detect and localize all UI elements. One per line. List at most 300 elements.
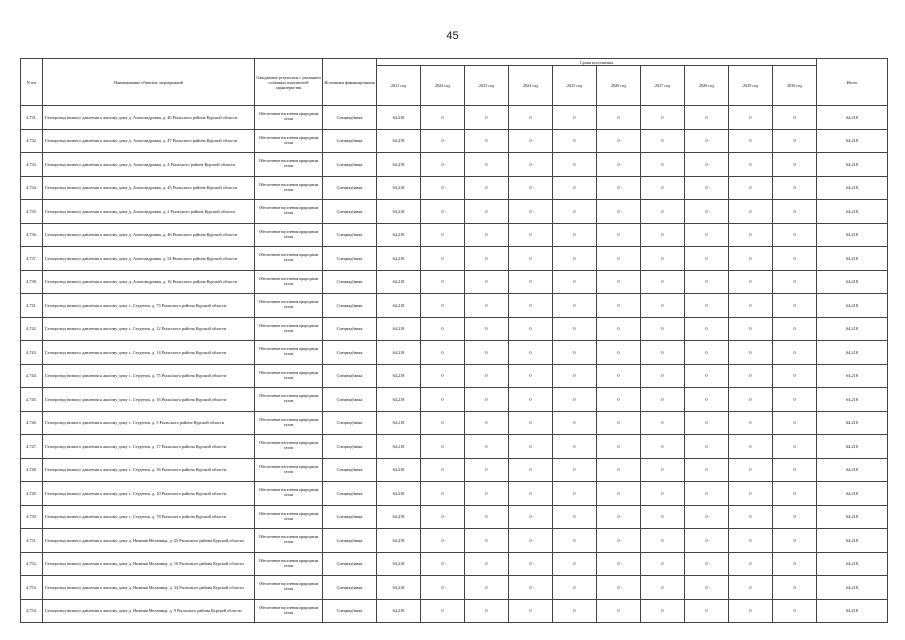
value-total: 64,218: [817, 388, 888, 412]
value-2029: 0: [729, 458, 773, 482]
value-2024: 0: [509, 270, 553, 294]
value-2027: 0: [641, 552, 685, 576]
value-2023: 0: [465, 106, 509, 130]
row-number: 4.751.: [21, 529, 43, 553]
value-2029: 0: [729, 411, 773, 435]
value-total: 64,218: [817, 505, 888, 529]
value-2026: 0: [597, 106, 641, 130]
object-name: Газопровод низкого давления к жилому дому д. Нижняя Мельница, д. 10 Рыльского района Курской области: [43, 552, 255, 576]
value-2028: 0: [685, 505, 729, 529]
value-2022: 0: [421, 200, 465, 224]
value-2030: 0: [773, 223, 817, 247]
expected-result: Обеспечение населения природным газом: [255, 529, 323, 553]
row-number: 4.741.: [21, 294, 43, 318]
value-2027: 0: [641, 435, 685, 459]
row-number: 4.745.: [21, 388, 43, 412]
value-2028: 0: [685, 129, 729, 153]
value-2028: 0: [685, 364, 729, 388]
value-2021: 64,218: [377, 599, 421, 623]
value-2023: 0: [465, 317, 509, 341]
value-2027: 0: [641, 129, 685, 153]
header-year: 2027 год: [641, 66, 685, 106]
value-2027: 0: [641, 411, 685, 435]
value-2028: 0: [685, 317, 729, 341]
value-2022: 0: [421, 223, 465, 247]
expected-result: Обеспечение населения природным газом: [255, 435, 323, 459]
funding-source: Спецнадбавка: [323, 388, 377, 412]
value-2026: 0: [597, 529, 641, 553]
value-2030: 0: [773, 599, 817, 623]
value-2029: 0: [729, 270, 773, 294]
table-row: [21, 106, 888, 130]
value-total: 64,218: [817, 153, 888, 177]
table-row: [21, 129, 888, 153]
table-row: [21, 411, 888, 435]
value-2025: 0: [553, 341, 597, 365]
value-2026: 0: [597, 482, 641, 506]
table-row: [21, 576, 888, 600]
value-2021: 64,218: [377, 411, 421, 435]
funding-source: Спецнадбавка: [323, 576, 377, 600]
value-2026: 0: [597, 458, 641, 482]
value-2028: 0: [685, 552, 729, 576]
funding-source: Спецнадбавка: [323, 223, 377, 247]
row-number: 4.748.: [21, 458, 43, 482]
value-2028: 0: [685, 153, 729, 177]
expected-result: Обеспечение населения природным газом: [255, 176, 323, 200]
value-2021: 64,218: [377, 388, 421, 412]
value-2025: 0: [553, 576, 597, 600]
value-total: 64,218: [817, 576, 888, 600]
table-row: [21, 200, 888, 224]
object-name: Газопровод низкого давления к жилому дому с. Студенок, д. 78 Рыльского района Курской области: [43, 505, 255, 529]
value-2021: 64,218: [377, 223, 421, 247]
program-table: [20, 58, 888, 623]
value-2022: 0: [421, 294, 465, 318]
object-name: Газопровод низкого давления к жилому дому с. Студенок, д. 10 Рыльского района Курской области: [43, 482, 255, 506]
expected-result: Обеспечение населения природным газом: [255, 106, 323, 130]
value-2027: 0: [641, 106, 685, 130]
value-2028: 0: [685, 388, 729, 412]
value-2025: 0: [553, 223, 597, 247]
object-name: Газопровод низкого давления к жилому дому с. Студенок, д. 56 Рыльского района Курской области: [43, 458, 255, 482]
value-2026: 0: [597, 176, 641, 200]
value-2021: 64,218: [377, 458, 421, 482]
row-number: 4.752.: [21, 552, 43, 576]
table-row: [21, 482, 888, 506]
value-2021: 64,218: [377, 552, 421, 576]
value-total: 64,218: [817, 317, 888, 341]
value-2025: 0: [553, 411, 597, 435]
value-2029: 0: [729, 294, 773, 318]
value-2023: 0: [465, 341, 509, 365]
value-2028: 0: [685, 482, 729, 506]
value-2029: 0: [729, 153, 773, 177]
expected-result: Обеспечение населения природным газом: [255, 364, 323, 388]
header-source: Источники финансирования: [323, 59, 377, 106]
value-2022: 0: [421, 106, 465, 130]
value-2027: 0: [641, 153, 685, 177]
funding-source: Спецнадбавка: [323, 529, 377, 553]
object-name: Газопровод низкого давления к жилому дому с. Студенок, д. 73 Рыльского района Курской области: [43, 294, 255, 318]
header-total: Итого: [817, 59, 888, 106]
value-2021: 64,218: [377, 270, 421, 294]
value-2027: 0: [641, 317, 685, 341]
value-2029: 0: [729, 576, 773, 600]
funding-source: Спецнадбавка: [323, 153, 377, 177]
funding-source: Спецнадбавка: [323, 364, 377, 388]
value-2023: 0: [465, 435, 509, 459]
value-2028: 0: [685, 106, 729, 130]
expected-result: Обеспечение населения природным газом: [255, 552, 323, 576]
value-2030: 0: [773, 294, 817, 318]
value-total: 64,218: [817, 129, 888, 153]
value-2021: 64,218: [377, 200, 421, 224]
funding-source: Спецнадбавка: [323, 317, 377, 341]
value-2025: 0: [553, 294, 597, 318]
value-2029: 0: [729, 364, 773, 388]
value-total: 64,218: [817, 106, 888, 130]
value-2024: 0: [509, 106, 553, 130]
value-2021: 64,218: [377, 505, 421, 529]
expected-result: Обеспечение населения природным газом: [255, 576, 323, 600]
table-row: [21, 505, 888, 529]
value-2023: 0: [465, 576, 509, 600]
funding-source: Спецнадбавка: [323, 270, 377, 294]
value-2023: 0: [465, 129, 509, 153]
funding-source: Спецнадбавка: [323, 482, 377, 506]
header-year: 2026 год: [597, 66, 641, 106]
value-2028: 0: [685, 411, 729, 435]
value-2026: 0: [597, 270, 641, 294]
value-2030: 0: [773, 411, 817, 435]
value-2029: 0: [729, 317, 773, 341]
value-2023: 0: [465, 505, 509, 529]
expected-result: Обеспечение населения природным газом: [255, 388, 323, 412]
value-2021: 64,218: [377, 435, 421, 459]
row-number: 4.743.: [21, 341, 43, 365]
value-2030: 0: [773, 364, 817, 388]
value-2027: 0: [641, 505, 685, 529]
value-total: 64,218: [817, 200, 888, 224]
value-2023: 0: [465, 270, 509, 294]
value-2030: 0: [773, 341, 817, 365]
value-total: 64,218: [817, 411, 888, 435]
value-2030: 0: [773, 529, 817, 553]
table-row: [21, 388, 888, 412]
value-2028: 0: [685, 341, 729, 365]
value-total: 64,218: [817, 270, 888, 294]
value-2027: 0: [641, 200, 685, 224]
object-name: Газопровод низкого давления к жилому дому д. Александровка, д. 54 Рыльского района Курской области: [43, 247, 255, 271]
object-name: Газопровод низкого давления к жилому дому д. Александровка, д. 46 Рыльского района Курской области: [43, 223, 255, 247]
value-2026: 0: [597, 576, 641, 600]
value-2030: 0: [773, 270, 817, 294]
row-number: 4.750.: [21, 505, 43, 529]
value-2023: 0: [465, 458, 509, 482]
header-period: Сроки исполнения: [377, 59, 817, 66]
value-2027: 0: [641, 247, 685, 271]
funding-source: Спецнадбавка: [323, 294, 377, 318]
value-2026: 0: [597, 411, 641, 435]
value-2021: 64,218: [377, 341, 421, 365]
value-2025: 0: [553, 552, 597, 576]
value-2022: 0: [421, 270, 465, 294]
value-2027: 0: [641, 270, 685, 294]
funding-source: Спецнадбавка: [323, 200, 377, 224]
header-year: 2023 год: [465, 66, 509, 106]
value-2026: 0: [597, 223, 641, 247]
table-row: [21, 294, 888, 318]
row-number: 4.733.: [21, 153, 43, 177]
value-2030: 0: [773, 458, 817, 482]
header-num: N п/п: [21, 59, 43, 106]
value-2024: 0: [509, 200, 553, 224]
value-2025: 0: [553, 435, 597, 459]
value-2026: 0: [597, 435, 641, 459]
value-2024: 0: [509, 294, 553, 318]
header-year: 2029 год: [729, 66, 773, 106]
value-2023: 0: [465, 153, 509, 177]
object-name: Газопровод низкого давления к жилому дому д. Александровка, д. 4 Рыльского района Курской области: [43, 153, 255, 177]
object-name: Газопровод низкого давления к жилому дому с. Студенок, д. 5 Рыльского района Курской области: [43, 411, 255, 435]
value-2028: 0: [685, 270, 729, 294]
row-number: 4.742.: [21, 317, 43, 341]
value-2025: 0: [553, 388, 597, 412]
value-2024: 0: [509, 317, 553, 341]
value-2027: 0: [641, 294, 685, 318]
value-2025: 0: [553, 505, 597, 529]
value-2025: 0: [553, 129, 597, 153]
value-2028: 0: [685, 576, 729, 600]
value-2022: 0: [421, 505, 465, 529]
expected-result: Обеспечение населения природным газом: [255, 599, 323, 623]
value-2021: 64,218: [377, 247, 421, 271]
value-2026: 0: [597, 317, 641, 341]
value-2026: 0: [597, 388, 641, 412]
funding-source: Спецнадбавка: [323, 552, 377, 576]
value-2023: 0: [465, 552, 509, 576]
funding-source: Спецнадбавка: [323, 505, 377, 529]
header-year: 2028 год: [685, 66, 729, 106]
object-name: Газопровод низкого давления к жилому дому с. Студенок, д. 16 Рыльского района Курской области: [43, 388, 255, 412]
value-2027: 0: [641, 599, 685, 623]
value-2025: 0: [553, 153, 597, 177]
value-2021: 64,218: [377, 364, 421, 388]
value-2026: 0: [597, 247, 641, 271]
expected-result: Обеспечение населения природным газом: [255, 129, 323, 153]
value-total: 64,218: [817, 458, 888, 482]
expected-result: Обеспечение населения природным газом: [255, 411, 323, 435]
value-2030: 0: [773, 505, 817, 529]
table-row: [21, 341, 888, 365]
value-2030: 0: [773, 388, 817, 412]
value-2030: 0: [773, 247, 817, 271]
value-2027: 0: [641, 529, 685, 553]
value-2024: 0: [509, 388, 553, 412]
value-2028: 0: [685, 599, 729, 623]
value-2025: 0: [553, 364, 597, 388]
expected-result: Обеспечение населения природным газом: [255, 317, 323, 341]
row-number: 4.747.: [21, 435, 43, 459]
value-2029: 0: [729, 552, 773, 576]
value-2022: 0: [421, 317, 465, 341]
row-number: 4.736.: [21, 223, 43, 247]
object-name: Газопровод низкого давления к жилому дому с. Студенок, д. 14 Рыльского района Курской области: [43, 341, 255, 365]
value-2029: 0: [729, 223, 773, 247]
value-2023: 0: [465, 200, 509, 224]
value-2026: 0: [597, 294, 641, 318]
object-name: Газопровод низкого давления к жилому дому с. Студенок, д. 75 Рыльского района Курской области: [43, 364, 255, 388]
value-2024: 0: [509, 435, 553, 459]
row-number: 4.738.: [21, 270, 43, 294]
value-2024: 0: [509, 129, 553, 153]
value-2028: 0: [685, 223, 729, 247]
value-2023: 0: [465, 176, 509, 200]
value-2030: 0: [773, 482, 817, 506]
value-2023: 0: [465, 223, 509, 247]
value-2024: 0: [509, 223, 553, 247]
table-row: [21, 552, 888, 576]
row-number: 4.754.: [21, 599, 43, 623]
value-2028: 0: [685, 529, 729, 553]
expected-result: Обеспечение населения природным газом: [255, 482, 323, 506]
value-2029: 0: [729, 505, 773, 529]
value-2022: 0: [421, 599, 465, 623]
value-2027: 0: [641, 364, 685, 388]
value-2026: 0: [597, 341, 641, 365]
value-2021: 64,218: [377, 176, 421, 200]
value-2029: 0: [729, 247, 773, 271]
value-2021: 64,218: [377, 106, 421, 130]
value-2025: 0: [553, 176, 597, 200]
value-2025: 0: [553, 317, 597, 341]
value-2029: 0: [729, 341, 773, 365]
table-row: [21, 364, 888, 388]
row-number: 4.753.: [21, 576, 43, 600]
row-number: 4.732.: [21, 129, 43, 153]
funding-source: Спецнадбавка: [323, 458, 377, 482]
value-2028: 0: [685, 176, 729, 200]
row-number: 4.731.: [21, 106, 43, 130]
value-2028: 0: [685, 200, 729, 224]
value-2023: 0: [465, 364, 509, 388]
value-2023: 0: [465, 388, 509, 412]
value-2023: 0: [465, 247, 509, 271]
value-2030: 0: [773, 200, 817, 224]
value-2024: 0: [509, 599, 553, 623]
value-2028: 0: [685, 458, 729, 482]
value-2025: 0: [553, 200, 597, 224]
page-number: 45: [446, 30, 459, 42]
object-name: Газопровод низкого давления к жилому дому д. Александровка, д. 2 Рыльского района Курской области: [43, 200, 255, 224]
table-row: [21, 458, 888, 482]
value-2029: 0: [729, 129, 773, 153]
object-name: Газопровод низкого давления к жилому дому с. Студенок, д. 17 Рыльского района Курской области: [43, 435, 255, 459]
value-2023: 0: [465, 529, 509, 553]
expected-result: Обеспечение населения природным газом: [255, 458, 323, 482]
value-2026: 0: [597, 552, 641, 576]
value-total: 64,218: [817, 552, 888, 576]
expected-result: Обеспечение населения природным газом: [255, 223, 323, 247]
object-name: Газопровод низкого давления к жилому дому с. Студенок, д. 12 Рыльского района Курской области: [43, 317, 255, 341]
value-2029: 0: [729, 482, 773, 506]
table-body: [21, 106, 888, 623]
expected-result: Обеспечение населения природным газом: [255, 200, 323, 224]
value-2024: 0: [509, 529, 553, 553]
value-total: 64,218: [817, 223, 888, 247]
value-2026: 0: [597, 599, 641, 623]
value-2026: 0: [597, 200, 641, 224]
value-2022: 0: [421, 529, 465, 553]
value-2029: 0: [729, 529, 773, 553]
value-2030: 0: [773, 129, 817, 153]
value-2026: 0: [597, 129, 641, 153]
value-2027: 0: [641, 458, 685, 482]
value-2021: 64,218: [377, 129, 421, 153]
value-2027: 0: [641, 223, 685, 247]
expected-result: Обеспечение населения природным газом: [255, 153, 323, 177]
value-2029: 0: [729, 176, 773, 200]
value-2021: 64,218: [377, 153, 421, 177]
row-number: 4.737.: [21, 247, 43, 271]
value-2023: 0: [465, 294, 509, 318]
value-2027: 0: [641, 388, 685, 412]
funding-source: Спецнадбавка: [323, 247, 377, 271]
value-2022: 0: [421, 364, 465, 388]
funding-source: Спецнадбавка: [323, 176, 377, 200]
table-row: [21, 223, 888, 247]
header-year: 2021 год: [377, 66, 421, 106]
value-2021: 64,218: [377, 576, 421, 600]
table-row: [21, 529, 888, 553]
object-name: Газопровод низкого давления к жилому дому д. Нижняя Мельница, д. 34 Рыльского района Курской области: [43, 576, 255, 600]
value-2022: 0: [421, 388, 465, 412]
value-2025: 0: [553, 106, 597, 130]
value-2021: 64,218: [377, 317, 421, 341]
value-2027: 0: [641, 482, 685, 506]
value-2022: 0: [421, 176, 465, 200]
value-2026: 0: [597, 153, 641, 177]
value-2030: 0: [773, 153, 817, 177]
value-2022: 0: [421, 435, 465, 459]
expected-result: Обеспечение населения природным газом: [255, 294, 323, 318]
value-2029: 0: [729, 435, 773, 459]
value-2030: 0: [773, 317, 817, 341]
value-2024: 0: [509, 458, 553, 482]
value-total: 64,218: [817, 364, 888, 388]
table-row: [21, 599, 888, 623]
expected-result: Обеспечение населения природным газом: [255, 505, 323, 529]
value-2022: 0: [421, 247, 465, 271]
value-2029: 0: [729, 599, 773, 623]
funding-source: Спецнадбавка: [323, 411, 377, 435]
value-total: 64,218: [817, 294, 888, 318]
value-2024: 0: [509, 176, 553, 200]
value-2022: 0: [421, 129, 465, 153]
value-total: 64,218: [817, 482, 888, 506]
object-name: Газопровод низкого давления к жилому дому д. Нижняя Мельница, д. 25 Рыльского района Курской области: [43, 529, 255, 553]
value-2030: 0: [773, 106, 817, 130]
table-header: [21, 59, 888, 106]
value-total: 64,218: [817, 599, 888, 623]
value-2023: 0: [465, 411, 509, 435]
value-2024: 0: [509, 552, 553, 576]
value-2021: 64,218: [377, 529, 421, 553]
value-2022: 0: [421, 576, 465, 600]
value-2027: 0: [641, 176, 685, 200]
value-2025: 0: [553, 247, 597, 271]
